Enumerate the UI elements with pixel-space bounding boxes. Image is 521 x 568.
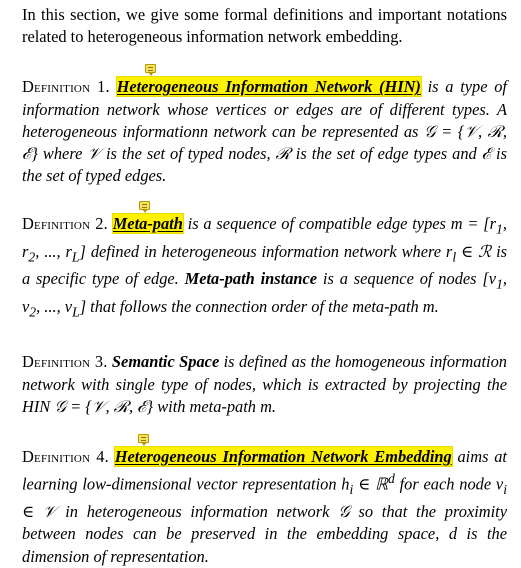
intro-paragraph <box>22 4 507 48</box>
definition-1-text: Definition 1. Heterogeneous Information Network (HIN) is a type of information network whose vertices or edges are of different types. A heterogeneous informationn network can be represented as 𝒢 = {𝒱, ℛ, ℰ} where 𝒱 is the set of typed nodes, ℛ is the set of edge types and ℰ is the set of typed edges. <box>22 77 507 186</box>
definition-4-text: Definition 4. Heterogeneous Information Network Embedding aims at learning low-dimensional vector representation $h_i$ ∈ ℝ$^d$ for each node $v_i$ ∈ 𝒱 in heterogeneous information network 𝒢 so that the proximity between nodes can be preserved in the embedding space, d is the dimension of representation. <box>22 446 507 566</box>
definition-3-label: Definition 3. <box>22 352 108 372</box>
hin-formula: 𝒢 = {𝒱, ℛ, ℰ} <box>22 121 507 164</box>
paper-page <box>22 0 507 568</box>
definition-3-term: Semantic Space <box>111 352 220 372</box>
definition-2-label: Definition 2. <box>22 214 108 234</box>
definition-4-label: Definition 4. <box>22 446 109 466</box>
intro-text: In this section, we give some formal definitions and important notations related to heterogeneous information network embedding. <box>22 5 507 47</box>
annotation-note-icon[interactable] <box>145 64 156 73</box>
definition-1-term[interactable]: Heterogeneous Information Network (HIN) <box>116 77 421 97</box>
definition-1 <box>22 76 507 187</box>
definition-4 <box>22 446 507 568</box>
definition-1-label: Definition 1. <box>22 77 110 97</box>
definition-2 <box>22 213 507 323</box>
definition-3 <box>22 351 507 418</box>
definition-4-term[interactable]: Heterogeneous Information Network Embedding <box>114 446 452 466</box>
definition-3-text: Definition 3. Semantic Space is defined as the homogeneous information network with single type of nodes, which is extracted by projecting the HIN 𝒢 = {𝒱, ℛ, ℰ} with meta-path m. <box>22 352 507 416</box>
definition-2-term[interactable]: Meta-path <box>112 214 183 234</box>
annotation-note-icon[interactable] <box>139 201 150 210</box>
annotation-note-icon[interactable] <box>138 434 149 443</box>
meta-path-instance-term: Meta-path instance <box>184 269 318 289</box>
definition-2-text: Definition 2. Meta-path is a sequence of compatible edge types $m = [r_1$, $r_2$, ..., $r_L$] defined in heterogeneous information network where $r_l$ ∈ ℛ is a specific type of edge. Meta-path instance is a sequence of nodes [$v_1$, $v_2$, ..., $v_L$] that follows the connection order of the meta-path m. <box>22 214 508 320</box>
hin-formula-2: 𝒢 = {𝒱, ℛ, ℰ} <box>54 396 154 416</box>
